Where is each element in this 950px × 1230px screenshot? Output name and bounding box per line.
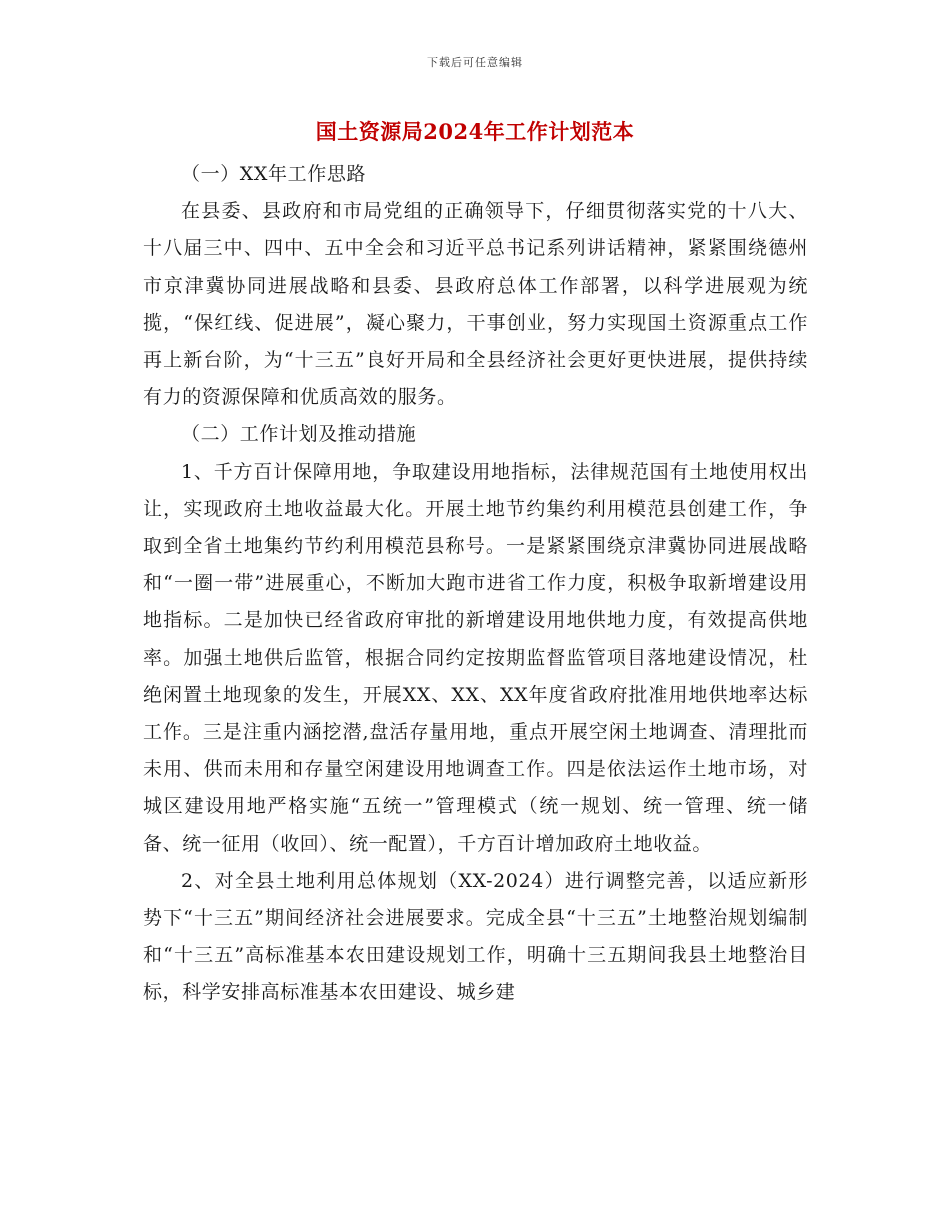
header-note: 下载后可任意编辑 xyxy=(427,56,523,69)
document-body xyxy=(143,156,808,1012)
section-heading-work-approach: （一）XX年工作思路 xyxy=(181,163,367,185)
document-title: 国土资源局2024年工作计划范本 xyxy=(315,119,635,144)
paragraph-item-2: 2、对全县土地利用总体规划（XX-2024）进行调整完善，以适应新形势下“十三五”期间经济社会进展要求。完成全县“十三五”土地整治规划编制和“十三五”高标准基本农田建设规划工作，明确十三五期间我县土地整治目标，科学安排高标准基本农田建设、城乡建 xyxy=(143,869,808,1004)
paragraph-item-1: 1、千方百计保障用地，争取建设用地指标，法律规范国有土地使用权出让，实现政府土地收益最大化。开展土地节约集约利用模范县创建工作，争取到全省土地集约节约利用模范县称号。一是紧紧围绕京津冀协同进展战略和“一圈一带”进展重心，不断加大跑市进省工作力度，积极争取新增建设用地指标。二是加快已经省政府审批的新增建设用地供地力度，有效提高供地率。加强土地供后监管，根据合同约定按期监督监管项目落地建设情况，杜绝闲置土地现象的发生，开展XX、XX、XX年度省政府批准用地供地率达标工作。三是注重内涵挖潜,盘活存量用地，重点开展空闲土地调查、清理批而未用、供而未用和存量空闲建设用地调查工作。四是依法运作土地市场，对城区建设用地严格实施“五统一”管理模式（统一规划、统一管理、统一储备、统一征用（收回）、统一配置），千方百计增加政府土地收益。 xyxy=(143,460,808,855)
paragraph-work-approach: 在县委、县政府和市局党组的正确领导下，仔细贯彻落实党的十八大、十八届三中、四中、五中全会和习近平总书记系列讲话精神，紧紧围绕德州市京津冀协同进展战略和县委、县政府总体工作部署，以科学进展观为统揽，“保红线、促进展”，凝心聚力，干事创业，努力实现国土资源重点工作再上新台阶，为“十三五”良好开局和全县经济社会更好更快进展，提供持续有力的资源保障和优质高效的服务。 xyxy=(143,200,808,409)
section-heading-work-plan: （二）工作计划及推动措施 xyxy=(181,423,417,446)
